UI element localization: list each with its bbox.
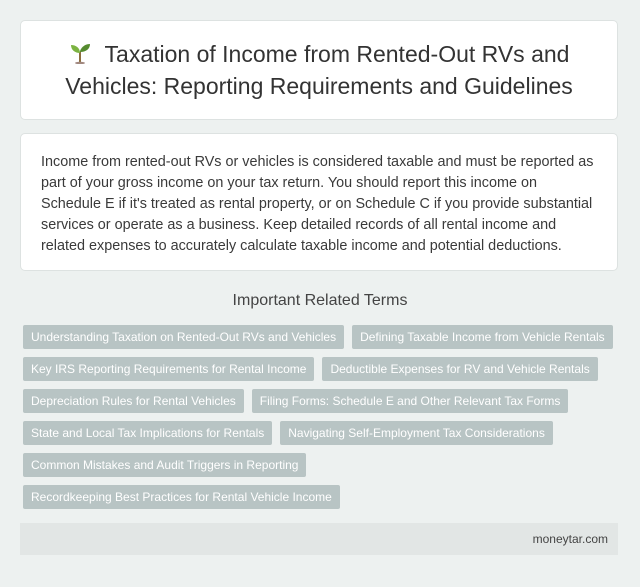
page-title-text: Taxation of Income from Rented-Out RVs and Vehicles: Reporting Requirements and Guidelines (65, 41, 573, 99)
related-terms-heading: Important Related Terms (232, 292, 408, 309)
related-terms-list (23, 325, 623, 509)
related-term-tag[interactable]: Common Mistakes and Audit Triggers in Reporting (23, 453, 306, 477)
related-term-tag[interactable]: State and Local Tax Implications for Rentals (23, 421, 272, 445)
description-text: Income from rented-out RVs or vehicles is considered taxable and must be reported as part of your gross income on your tax return. You should report this income on Schedule E if it's treated as rental property, or on Schedule C if you provide substantial services or operate as a business. Keep detailed records of all rental income and related expenses to accurately calculate taxable income and potential deductions. (41, 154, 594, 254)
related-term-tag[interactable]: Deductible Expenses for RV and Vehicle Rentals (322, 357, 597, 381)
description-card (20, 133, 618, 271)
related-term-tag[interactable]: Depreciation Rules for Rental Vehicles (23, 389, 244, 413)
related-term-tag[interactable]: Defining Taxable Income from Vehicle Rentals (352, 325, 613, 349)
title-card (20, 20, 618, 120)
related-term-tag[interactable]: Key IRS Reporting Requirements for Rental Income (23, 357, 314, 381)
related-term-tag[interactable]: Filing Forms: Schedule E and Other Relevant Tax Forms (252, 389, 569, 413)
related-term-tag[interactable]: Understanding Taxation on Rented-Out RVs and Vehicles (23, 325, 344, 349)
related-term-tag[interactable]: Recordkeeping Best Practices for Rental Vehicle Income (23, 485, 340, 509)
related-term-tag[interactable]: Navigating Self-Employment Tax Considerations (280, 421, 553, 445)
page-title (45, 38, 593, 102)
footer (20, 523, 618, 555)
sprout-icon (69, 42, 91, 64)
footer-site-link[interactable]: moneytar.com (532, 532, 608, 546)
